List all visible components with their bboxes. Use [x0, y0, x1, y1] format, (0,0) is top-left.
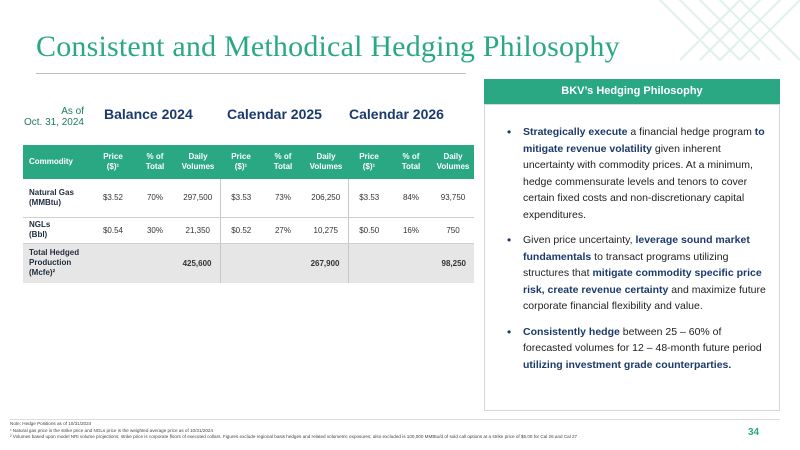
table-row-natural-gas: [23, 179, 474, 217]
bullet-consistent-hedging: • Consistently hedge between 25 – 60% of forecasted volumes for 12 – 48-month future period utilizing investment grade counterparties.: [505, 324, 773, 374]
cell-value: 10,275: [304, 217, 348, 243]
footnote-note: Note: Hedge Positions as of 10/31/2024: [10, 421, 92, 426]
row-label: Natural Gas (MMBtu): [23, 179, 92, 217]
header-daily-volumes: Daily Volumes: [432, 145, 474, 179]
cell-value: 27%: [262, 217, 304, 243]
as-of-date: [20, 106, 84, 128]
bullet-market-fundamentals: • Given price uncertainty, leverage sound market fundamentals to transact programs utilizing structures that mitigate commodity specific price risk, create revenue certainty and maximize future corporate financial flexibility and value.: [505, 232, 773, 315]
cell-value: 21,350: [176, 217, 220, 243]
footnote-1: ¹ Natural gas price is the strike price and NGLs price is the weighted average price as of 10/31/2024: [10, 427, 213, 433]
header-pct-total: % of Total: [390, 145, 432, 179]
header-price: Price ($)¹: [92, 145, 134, 179]
header-price: Price ($)¹: [348, 145, 390, 179]
footnote-2: ² Volumes based upon model NRI volume projections; strike price is corporate floors of executed collars. Figures exclude regional basis hedges and related volumetric exposures; also excluded is 100,000 MMBtu/d of sold call options at a strike price of $5.00 for Cal 26 and Cal 27: [10, 434, 578, 439]
total-calendar-2026: 98,250: [348, 243, 474, 283]
total-balance-2024: 425,600: [92, 243, 220, 283]
bullet-strategic-execution: • Strategically execute a financial hedge program to mitigate revenue volatility given inherent uncertainty with commodity prices. At a minimum, hedge commensurate levels and tenors to cover certain fixed costs and non-discretionary capital expenditures.: [505, 124, 773, 223]
as-of-value: Oct. 31, 2024: [23, 117, 84, 128]
header-commodity: Commodity: [23, 145, 92, 179]
footer-divider: [10, 419, 780, 420]
cell-value: $3.53: [348, 179, 390, 217]
cell-value: $0.50: [348, 217, 390, 243]
period-balance-2024: Balance 2024: [104, 106, 193, 122]
philosophy-bullets: [505, 124, 773, 382]
table-row-total: [23, 243, 474, 283]
title-divider: [36, 73, 466, 74]
cell-value: 93,750: [432, 179, 474, 217]
header-pct-total: % of Total: [134, 145, 176, 179]
page-title: Consistent and Methodical Hedging Philosophy: [36, 30, 620, 63]
cell-value: 297,500: [176, 179, 220, 217]
period-calendar-2025: Calendar 2025: [227, 106, 322, 122]
header-daily-volumes: Daily Volumes: [304, 145, 348, 179]
hedge-table: [23, 145, 474, 283]
as-of-label: As of: [61, 106, 84, 117]
cell-value: 70%: [134, 179, 176, 217]
cell-value: 16%: [390, 217, 432, 243]
period-calendar-2026: Calendar 2026: [349, 106, 444, 122]
header-price: Price ($)¹: [220, 145, 262, 179]
cell-value: 206,250: [304, 179, 348, 217]
table-header-row: [23, 145, 474, 179]
total-calendar-2025: 267,900: [220, 243, 348, 283]
cell-value: $0.54: [92, 217, 134, 243]
cell-value: $3.53: [220, 179, 262, 217]
row-label: Total Hedged Production (Mcfe)²: [23, 243, 92, 283]
cell-value: 30%: [134, 217, 176, 243]
decorative-pattern: [640, 0, 800, 70]
cell-value: 73%: [262, 179, 304, 217]
philosophy-panel-header: BKV’s Hedging Philosophy: [484, 79, 780, 104]
header-pct-total: % of Total: [262, 145, 304, 179]
header-daily-volumes: Daily Volumes: [176, 145, 220, 179]
cell-value: 84%: [390, 179, 432, 217]
cell-value: 750: [432, 217, 474, 243]
table-row-ngls: [23, 217, 474, 243]
cell-value: $3.52: [92, 179, 134, 217]
page-number: 34: [748, 427, 760, 438]
footnotes: [10, 421, 710, 441]
row-label: NGLs (Bbl): [23, 217, 92, 243]
cell-value: $0.52: [220, 217, 262, 243]
